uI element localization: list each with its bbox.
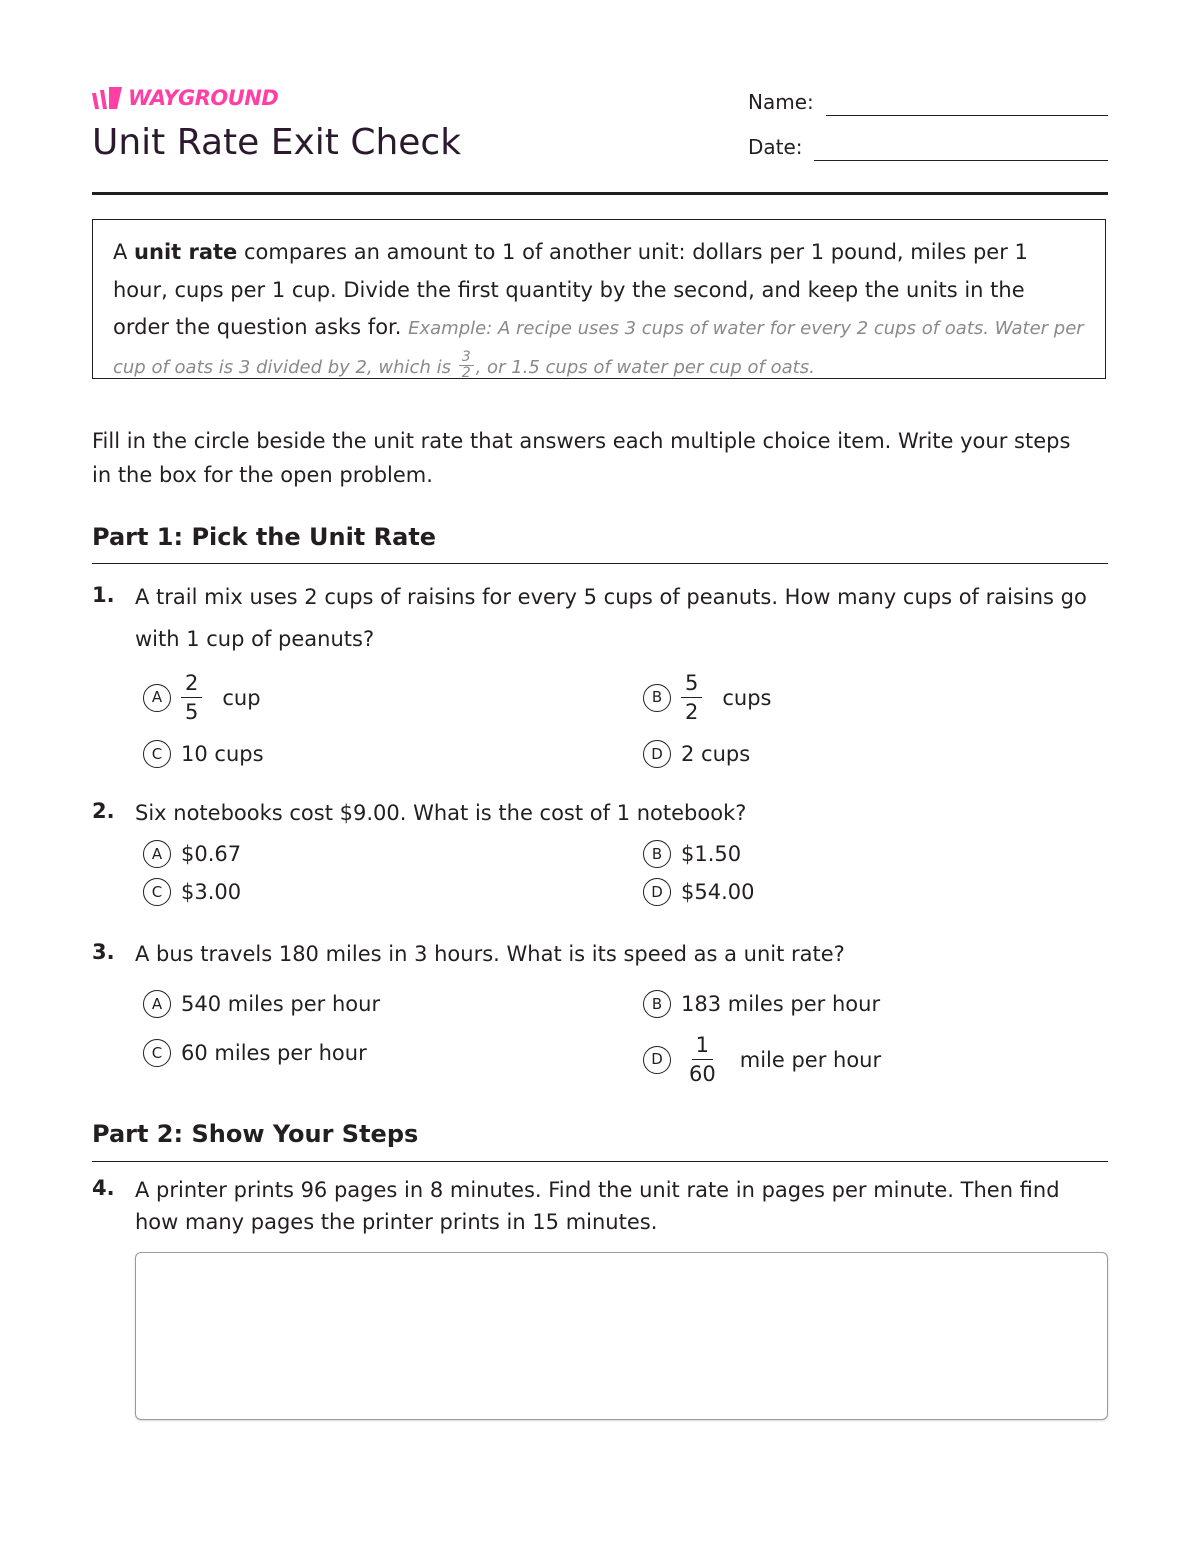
option-3d[interactable] <box>643 1032 881 1087</box>
date-field[interactable] <box>814 160 1108 161</box>
name-label: Name: <box>748 90 814 114</box>
question-number: 3. <box>92 940 115 964</box>
option-fraction <box>181 670 202 725</box>
question-number: 2. <box>92 799 115 823</box>
option-text: $3.00 <box>181 880 242 904</box>
wayground-logo-icon <box>92 87 122 109</box>
example-fraction <box>459 350 474 381</box>
option-3c[interactable] <box>143 1039 367 1067</box>
option-text: $1.50 <box>681 842 742 866</box>
option-2c[interactable] <box>143 878 241 906</box>
option-1d[interactable] <box>643 740 750 768</box>
answer-bubble[interactable]: C <box>143 878 171 906</box>
option-2a[interactable] <box>143 840 241 868</box>
answer-bubble[interactable]: D <box>643 1046 671 1074</box>
option-1a[interactable] <box>143 670 261 725</box>
question-number: 4. <box>92 1176 115 1200</box>
answer-bubble[interactable]: C <box>143 740 171 768</box>
question-text: A bus travels 180 miles in 3 hours. What is its speed as a unit rate? <box>135 942 845 966</box>
fraction-numerator: 1 <box>692 1032 713 1060</box>
option-1c[interactable] <box>143 740 264 768</box>
answer-bubble[interactable]: B <box>643 990 671 1018</box>
question-text: A printer prints 96 pages in 8 minutes. Find the unit rate in pages per minute. Then find how many pages the printer prints in 15 minutes. <box>135 1178 1060 1234</box>
option-text: 540 miles per hour <box>181 992 381 1016</box>
question-text: Six notebooks cost $9.00. What is the cost of 1 notebook? <box>135 801 747 825</box>
definition-text: compares an amount to 1 of another unit: dollars per 1 pound, miles per 1 hour, cups per 1 cup. Divide the first quantity by the second, and keep the units in the order the question asks for. <box>113 240 1028 339</box>
option-3a[interactable] <box>143 990 380 1018</box>
option-text: cup <box>222 685 261 710</box>
answer-bubble[interactable]: A <box>143 990 171 1018</box>
answer-bubble[interactable]: A <box>143 684 171 712</box>
answer-box[interactable] <box>135 1252 1108 1420</box>
example-end: , or 1.5 cups of water per cup of oats. <box>475 356 815 378</box>
answer-bubble[interactable]: A <box>143 840 171 868</box>
fraction-numerator: 2 <box>181 670 202 698</box>
option-1b[interactable] <box>643 670 772 725</box>
brand-logo <box>92 86 278 110</box>
brand-name: WAYGROUND <box>128 86 279 110</box>
page-title: Unit Rate Exit Check <box>92 122 462 163</box>
fraction-denominator: 5 <box>185 700 199 724</box>
answer-bubble[interactable]: C <box>143 1039 171 1067</box>
example-fraction-denominator: 2 <box>461 365 471 381</box>
option-2b[interactable] <box>643 840 741 868</box>
fraction-denominator: 60 <box>689 1062 716 1086</box>
question-number: 1. <box>92 583 115 607</box>
header-divider <box>92 192 1108 195</box>
fraction-numerator: 5 <box>681 670 702 698</box>
part2-title: Part 2: Show Your Steps <box>92 1120 419 1148</box>
definition-term: unit rate <box>134 240 238 264</box>
example-start: Example: A recipe uses 3 cups of water for every 2 cups of oats. Water per cup of oats is 3 divided by 2, which is <box>113 318 1084 378</box>
answer-bubble[interactable]: B <box>643 684 671 712</box>
option-text: 60 miles per hour <box>181 1041 367 1065</box>
option-text: $54.00 <box>681 880 755 904</box>
instructions: Fill in the circle beside the unit rate that answers each multiple choice item. Write your steps in the box for the open problem. <box>92 429 1071 487</box>
fraction-denominator: 2 <box>685 700 699 724</box>
example-fraction-numerator: 3 <box>459 350 474 366</box>
option-text: cups <box>722 685 772 710</box>
answer-bubble[interactable]: D <box>643 740 671 768</box>
option-text: 2 cups <box>681 742 751 766</box>
part2-divider <box>92 1161 1108 1162</box>
answer-bubble[interactable]: D <box>643 878 671 906</box>
option-2d[interactable] <box>643 878 754 906</box>
option-fraction <box>689 1032 716 1087</box>
date-label: Date: <box>748 135 803 159</box>
option-text: mile per hour <box>739 1047 882 1072</box>
option-text: 10 cups <box>181 742 264 766</box>
option-text: 183 miles per hour <box>681 992 881 1016</box>
part1-title: Part 1: Pick the Unit Rate <box>92 523 437 551</box>
option-text: $0.67 <box>181 842 242 866</box>
option-fraction <box>681 670 702 725</box>
definition-box <box>92 219 1106 379</box>
part1-divider <box>92 563 1108 564</box>
option-3b[interactable] <box>643 990 880 1018</box>
answer-bubble[interactable]: B <box>643 840 671 868</box>
question-text: A trail mix uses 2 cups of raisins for every 5 cups of peanuts. How many cups of raisins go with 1 cup of peanuts? <box>135 585 1087 651</box>
name-field[interactable] <box>826 115 1108 116</box>
definition-a: A <box>113 240 135 264</box>
